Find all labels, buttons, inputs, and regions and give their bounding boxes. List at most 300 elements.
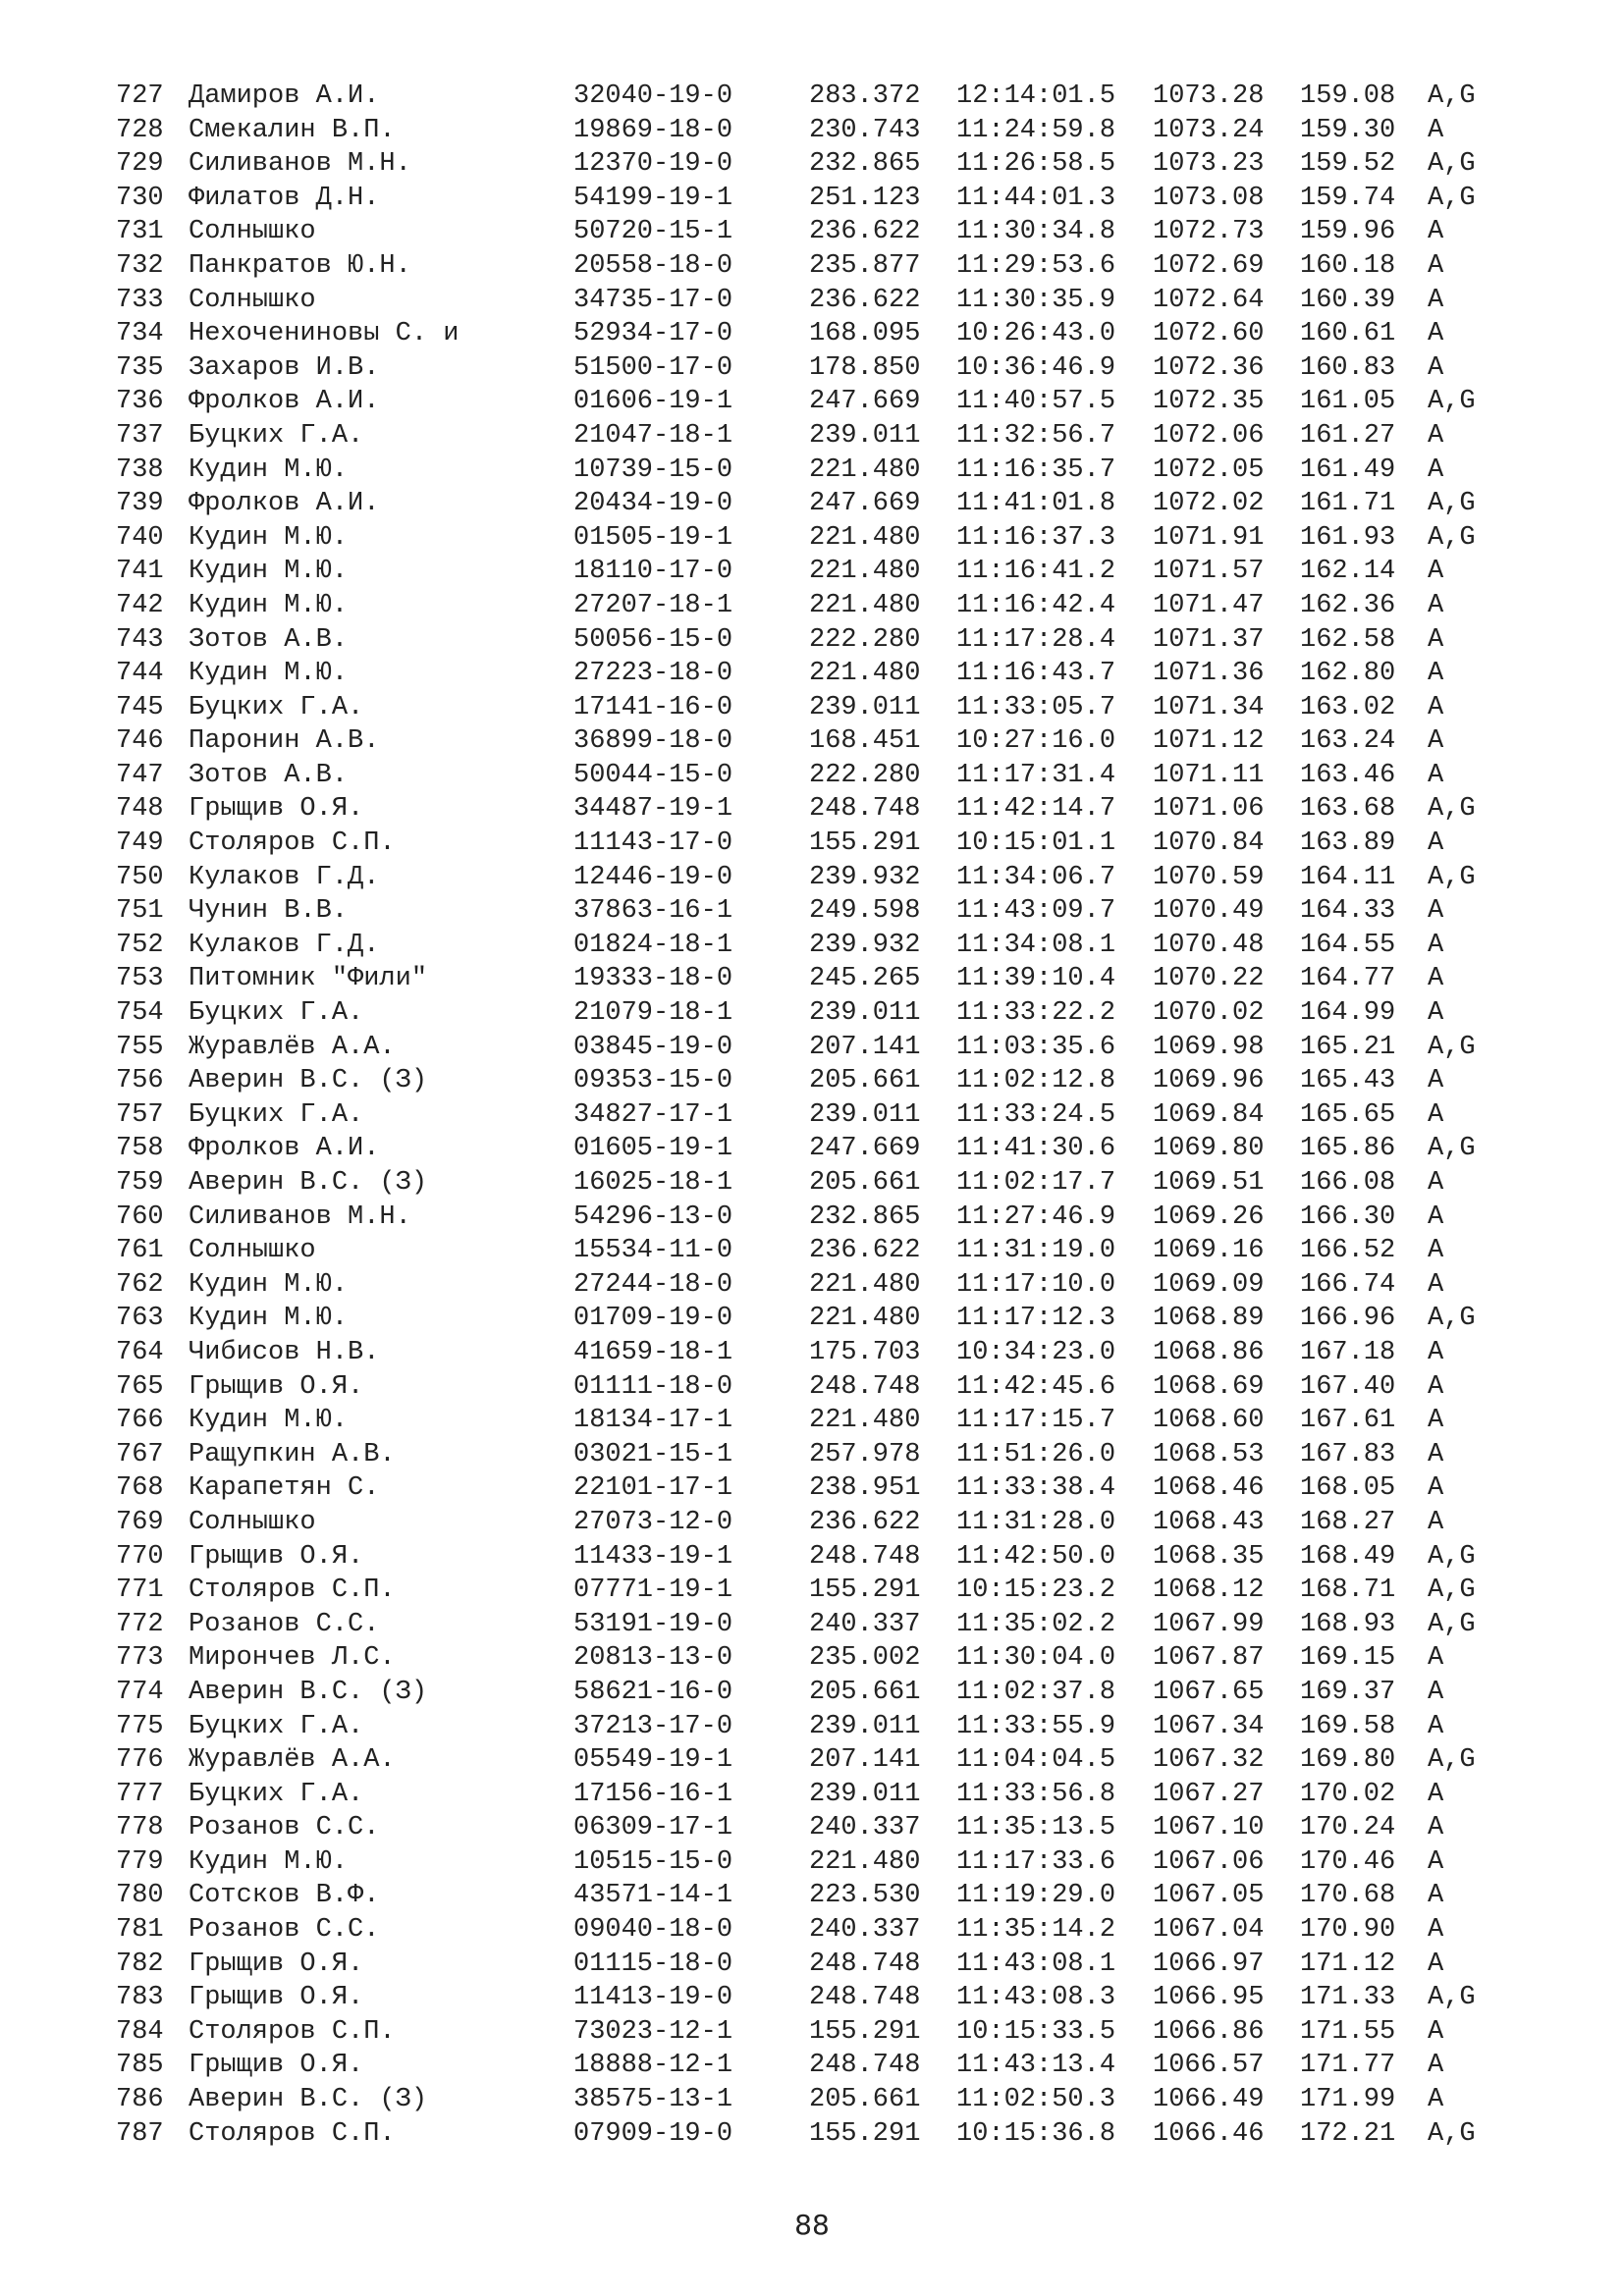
flag-value: A <box>1428 896 1444 927</box>
place-number: 754 <box>116 998 164 1029</box>
ring-number: 27223-18-0 <box>573 659 733 689</box>
arrival-time: 11:17:10.0 <box>956 1269 1116 1300</box>
distance-value: 245.265 <box>809 964 921 994</box>
flag-value: A <box>1428 352 1444 383</box>
flag-value: A,G <box>1428 522 1476 553</box>
arrival-time: 11:42:45.6 <box>956 1371 1116 1402</box>
ring-number: 27207-18-1 <box>573 590 733 620</box>
coefficient-value: 169.15 <box>1300 1643 1396 1674</box>
coefficient-value: 171.99 <box>1300 2085 1396 2115</box>
speed-value: 1069.80 <box>1153 1134 1265 1164</box>
speed-value: 1068.46 <box>1153 1473 1265 1504</box>
place-number: 745 <box>116 692 164 722</box>
place-number: 786 <box>116 2085 164 2115</box>
speed-value: 1070.48 <box>1153 930 1265 960</box>
fancier-name: Аверин В.С. (З) <box>189 1168 428 1198</box>
distance-value: 205.661 <box>809 2085 921 2115</box>
ring-number: 52934-17-0 <box>573 319 733 349</box>
flag-value: A <box>1428 659 1444 689</box>
ring-number: 03021-15-1 <box>573 1439 733 1469</box>
arrival-time: 11:43:08.1 <box>956 1949 1116 1979</box>
fancier-name: Аверин В.С. (З) <box>189 1066 428 1096</box>
distance-value: 222.280 <box>809 760 921 790</box>
place-number: 751 <box>116 896 164 927</box>
speed-value: 1068.69 <box>1153 1371 1265 1402</box>
speed-value: 1070.59 <box>1153 862 1265 892</box>
fancier-name: Столяров С.П. <box>189 1575 396 1606</box>
coefficient-value: 172.21 <box>1300 2118 1396 2149</box>
ring-number: 20813-13-0 <box>573 1643 733 1674</box>
fancier-name: Аверин В.С. (З) <box>189 1677 428 1707</box>
speed-value: 1067.87 <box>1153 1643 1265 1674</box>
ring-number: 09040-18-0 <box>573 1915 733 1946</box>
distance-value: 247.669 <box>809 1134 921 1164</box>
flag-value: A <box>1428 1473 1444 1504</box>
distance-value: 236.622 <box>809 1507 921 1537</box>
speed-value: 1072.73 <box>1153 217 1265 247</box>
flag-value: A <box>1428 930 1444 960</box>
arrival-time: 11:39:10.4 <box>956 964 1116 994</box>
place-number: 784 <box>116 2016 164 2047</box>
speed-value: 1067.05 <box>1153 1881 1265 1911</box>
distance-value: 221.480 <box>809 522 921 553</box>
arrival-time: 11:42:50.0 <box>956 1541 1116 1572</box>
ring-number: 54296-13-0 <box>573 1201 733 1232</box>
fancier-name: Фролков А.И. <box>189 1134 380 1164</box>
arrival-time: 11:24:59.8 <box>956 115 1116 145</box>
ring-number: 12370-19-0 <box>573 149 733 180</box>
speed-value: 1073.23 <box>1153 149 1265 180</box>
arrival-time: 11:31:28.0 <box>956 1507 1116 1537</box>
arrival-time: 11:33:55.9 <box>956 1711 1116 1741</box>
ring-number: 27244-18-0 <box>573 1269 733 1300</box>
speed-value: 1067.06 <box>1153 1846 1265 1877</box>
coefficient-value: 164.55 <box>1300 930 1396 960</box>
arrival-time: 11:33:24.5 <box>956 1099 1116 1130</box>
flag-value: A <box>1428 1066 1444 1096</box>
coefficient-value: 159.74 <box>1300 183 1396 213</box>
ring-number: 50044-15-0 <box>573 760 733 790</box>
place-number: 734 <box>116 319 164 349</box>
place-number: 778 <box>116 1813 164 1843</box>
speed-value: 1071.34 <box>1153 692 1265 722</box>
distance-value: 235.002 <box>809 1643 921 1674</box>
fancier-name: Питомник "Фили" <box>189 964 428 994</box>
fancier-name: Солнышко <box>189 1507 316 1537</box>
ring-number: 34487-19-1 <box>573 794 733 825</box>
flag-value: A <box>1428 1201 1444 1232</box>
coefficient-value: 163.02 <box>1300 692 1396 722</box>
coefficient-value: 165.65 <box>1300 1099 1396 1130</box>
ring-number: 07909-19-0 <box>573 2118 733 2149</box>
arrival-time: 11:43:08.3 <box>956 1983 1116 2013</box>
arrival-time: 11:27:46.9 <box>956 1201 1116 1232</box>
place-number: 730 <box>116 183 164 213</box>
speed-value: 1071.57 <box>1153 557 1265 587</box>
speed-value: 1067.27 <box>1153 1779 1265 1809</box>
flag-value: A,G <box>1428 183 1476 213</box>
distance-value: 248.748 <box>809 1983 921 2013</box>
distance-value: 230.743 <box>809 115 921 145</box>
arrival-time: 11:41:30.6 <box>956 1134 1116 1164</box>
coefficient-value: 170.46 <box>1300 1846 1396 1877</box>
fancier-name: Грыщив О.Я. <box>189 1983 364 2013</box>
place-number: 770 <box>116 1541 164 1572</box>
arrival-time: 10:36:46.9 <box>956 352 1116 383</box>
distance-value: 240.337 <box>809 1609 921 1639</box>
distance-value: 248.748 <box>809 1949 921 1979</box>
place-number: 771 <box>116 1575 164 1606</box>
ring-number: 19333-18-0 <box>573 964 733 994</box>
coefficient-value: 169.58 <box>1300 1711 1396 1741</box>
speed-value: 1071.06 <box>1153 794 1265 825</box>
distance-value: 239.011 <box>809 420 921 451</box>
ring-number: 10739-15-0 <box>573 454 733 485</box>
flag-value: A <box>1428 760 1444 790</box>
flag-value: A <box>1428 1779 1444 1809</box>
place-number: 740 <box>116 522 164 553</box>
ring-number: 41659-18-1 <box>573 1337 733 1367</box>
distance-value: 248.748 <box>809 794 921 825</box>
place-number: 776 <box>116 1745 164 1776</box>
distance-value: 155.291 <box>809 828 921 859</box>
place-number: 753 <box>116 964 164 994</box>
flag-value: A,G <box>1428 489 1476 519</box>
flag-value: A <box>1428 590 1444 620</box>
coefficient-value: 167.83 <box>1300 1439 1396 1469</box>
fancier-name: Солнышко <box>189 285 316 315</box>
flag-value: A <box>1428 420 1444 451</box>
arrival-time: 11:41:01.8 <box>956 489 1116 519</box>
arrival-time: 11:03:35.6 <box>956 1032 1116 1062</box>
distance-value: 207.141 <box>809 1745 921 1776</box>
distance-value: 168.095 <box>809 319 921 349</box>
arrival-time: 12:14:01.5 <box>956 81 1116 111</box>
coefficient-value: 164.77 <box>1300 964 1396 994</box>
coefficient-value: 162.14 <box>1300 557 1396 587</box>
place-number: 760 <box>116 1201 164 1232</box>
place-number: 761 <box>116 1236 164 1266</box>
fancier-name: Филатов Д.Н. <box>189 183 380 213</box>
flag-value: A,G <box>1428 1032 1476 1062</box>
fancier-name: Чунин В.В. <box>189 896 349 927</box>
flag-value: A <box>1428 1406 1444 1436</box>
arrival-time: 11:35:13.5 <box>956 1813 1116 1843</box>
coefficient-value: 166.30 <box>1300 1201 1396 1232</box>
speed-value: 1069.51 <box>1153 1168 1265 1198</box>
place-number: 744 <box>116 659 164 689</box>
ring-number: 01824-18-1 <box>573 930 733 960</box>
ring-number: 18888-12-1 <box>573 2051 733 2081</box>
arrival-time: 11:32:56.7 <box>956 420 1116 451</box>
speed-value: 1067.04 <box>1153 1915 1265 1946</box>
distance-value: 257.978 <box>809 1439 921 1469</box>
speed-value: 1070.49 <box>1153 896 1265 927</box>
coefficient-value: 169.37 <box>1300 1677 1396 1707</box>
place-number: 783 <box>116 1983 164 2013</box>
speed-value: 1069.09 <box>1153 1269 1265 1300</box>
flag-value: A <box>1428 454 1444 485</box>
distance-value: 221.480 <box>809 454 921 485</box>
distance-value: 221.480 <box>809 590 921 620</box>
flag-value: A,G <box>1428 1983 1476 2013</box>
fancier-name: Фролков А.И. <box>189 489 380 519</box>
ring-number: 17141-16-0 <box>573 692 733 722</box>
coefficient-value: 168.27 <box>1300 1507 1396 1537</box>
coefficient-value: 166.08 <box>1300 1168 1396 1198</box>
distance-value: 155.291 <box>809 2118 921 2149</box>
flag-value: A,G <box>1428 1745 1476 1776</box>
ring-number: 21047-18-1 <box>573 420 733 451</box>
place-number: 781 <box>116 1915 164 1946</box>
place-number: 747 <box>116 760 164 790</box>
distance-value: 232.865 <box>809 149 921 180</box>
ring-number: 73023-12-1 <box>573 2016 733 2047</box>
speed-value: 1069.26 <box>1153 1201 1265 1232</box>
arrival-time: 10:15:36.8 <box>956 2118 1116 2149</box>
coefficient-value: 168.05 <box>1300 1473 1396 1504</box>
fancier-name: Грыщив О.Я. <box>189 794 364 825</box>
place-number: 762 <box>116 1269 164 1300</box>
arrival-time: 11:43:13.4 <box>956 2051 1116 2081</box>
coefficient-value: 164.99 <box>1300 998 1396 1029</box>
distance-value: 251.123 <box>809 183 921 213</box>
distance-value: 232.865 <box>809 1201 921 1232</box>
fancier-name: Кудин М.Ю. <box>189 1269 349 1300</box>
flag-value: A,G <box>1428 81 1476 111</box>
distance-value: 155.291 <box>809 1575 921 1606</box>
flag-value: A,G <box>1428 1609 1476 1639</box>
flag-value: A <box>1428 250 1444 281</box>
ring-number: 18134-17-1 <box>573 1406 733 1436</box>
speed-value: 1070.22 <box>1153 964 1265 994</box>
flag-value: A <box>1428 624 1444 655</box>
flag-value: A <box>1428 1846 1444 1877</box>
ring-number: 05549-19-1 <box>573 1745 733 1776</box>
fancier-name: Журавлёв А.А. <box>189 1032 396 1062</box>
speed-value: 1067.34 <box>1153 1711 1265 1741</box>
fancier-name: Буцких Г.А. <box>189 420 364 451</box>
ring-number: 20558-18-0 <box>573 250 733 281</box>
coefficient-value: 163.46 <box>1300 760 1396 790</box>
place-number: 759 <box>116 1168 164 1198</box>
arrival-time: 11:02:12.8 <box>956 1066 1116 1096</box>
fancier-name: Кудин М.Ю. <box>189 522 349 553</box>
arrival-time: 11:42:14.7 <box>956 794 1116 825</box>
place-number: 774 <box>116 1677 164 1707</box>
ring-number: 07771-19-1 <box>573 1575 733 1606</box>
place-number: 752 <box>116 930 164 960</box>
place-number: 755 <box>116 1032 164 1062</box>
coefficient-value: 168.93 <box>1300 1609 1396 1639</box>
flag-value: A,G <box>1428 1541 1476 1572</box>
arrival-time: 11:26:58.5 <box>956 149 1116 180</box>
place-number: 756 <box>116 1066 164 1096</box>
place-number: 773 <box>116 1643 164 1674</box>
fancier-name: Розанов С.С. <box>189 1609 380 1639</box>
fancier-name: Кудин М.Ю. <box>189 659 349 689</box>
speed-value: 1073.24 <box>1153 115 1265 145</box>
place-number: 743 <box>116 624 164 655</box>
ring-number: 01111-18-0 <box>573 1371 733 1402</box>
ring-number: 36899-18-0 <box>573 726 733 757</box>
arrival-time: 11:02:50.3 <box>956 2085 1116 2115</box>
flag-value: A <box>1428 1643 1444 1674</box>
distance-value: 240.337 <box>809 1813 921 1843</box>
fancier-name: Грыщив О.Я. <box>189 1371 364 1402</box>
speed-value: 1072.64 <box>1153 285 1265 315</box>
speed-value: 1067.32 <box>1153 1745 1265 1776</box>
arrival-time: 11:34:08.1 <box>956 930 1116 960</box>
speed-value: 1069.96 <box>1153 1066 1265 1096</box>
place-number: 772 <box>116 1609 164 1639</box>
page-number: 88 <box>794 2209 830 2241</box>
coefficient-value: 161.71 <box>1300 489 1396 519</box>
speed-value: 1067.99 <box>1153 1609 1265 1639</box>
place-number: 729 <box>116 149 164 180</box>
coefficient-value: 165.21 <box>1300 1032 1396 1062</box>
fancier-name: Буцких Г.А. <box>189 1711 364 1741</box>
distance-value: 235.877 <box>809 250 921 281</box>
flag-value: A <box>1428 964 1444 994</box>
ring-number: 32040-19-0 <box>573 81 733 111</box>
arrival-time: 11:19:29.0 <box>956 1881 1116 1911</box>
fancier-name: Розанов С.С. <box>189 1813 380 1843</box>
speed-value: 1068.53 <box>1153 1439 1265 1469</box>
ring-number: 50720-15-1 <box>573 217 733 247</box>
place-number: 785 <box>116 2051 164 2081</box>
speed-value: 1068.43 <box>1153 1507 1265 1537</box>
arrival-time: 11:35:14.2 <box>956 1915 1116 1946</box>
distance-value: 247.669 <box>809 489 921 519</box>
coefficient-value: 162.36 <box>1300 590 1396 620</box>
arrival-time: 11:31:19.0 <box>956 1236 1116 1266</box>
speed-value: 1071.47 <box>1153 590 1265 620</box>
ring-number: 10515-15-0 <box>573 1846 733 1877</box>
distance-value: 239.011 <box>809 692 921 722</box>
ring-number: 11143-17-0 <box>573 828 733 859</box>
flag-value: A <box>1428 726 1444 757</box>
arrival-time: 11:33:38.4 <box>956 1473 1116 1504</box>
fancier-name: Кудин М.Ю. <box>189 454 349 485</box>
arrival-time: 11:17:33.6 <box>956 1846 1116 1877</box>
speed-value: 1066.57 <box>1153 2051 1265 2081</box>
distance-value: 168.451 <box>809 726 921 757</box>
fancier-name: Столяров С.П. <box>189 828 396 859</box>
flag-value: A,G <box>1428 2118 1476 2149</box>
arrival-time: 11:16:43.7 <box>956 659 1116 689</box>
coefficient-value: 171.33 <box>1300 1983 1396 2013</box>
fancier-name: Журавлёв А.А. <box>189 1745 396 1776</box>
place-number: 749 <box>116 828 164 859</box>
place-number: 777 <box>116 1779 164 1809</box>
fancier-name: Зотов А.В. <box>189 624 349 655</box>
arrival-time: 10:15:01.1 <box>956 828 1116 859</box>
arrival-time: 11:43:09.7 <box>956 896 1116 927</box>
flag-value: A <box>1428 692 1444 722</box>
ring-number: 51500-17-0 <box>573 352 733 383</box>
distance-value: 249.598 <box>809 896 921 927</box>
distance-value: 236.622 <box>809 1236 921 1266</box>
place-number: 742 <box>116 590 164 620</box>
ring-number: 01709-19-0 <box>573 1304 733 1334</box>
ring-number: 17156-16-1 <box>573 1779 733 1809</box>
ring-number: 20434-19-0 <box>573 489 733 519</box>
arrival-time: 11:30:35.9 <box>956 285 1116 315</box>
flag-value: A,G <box>1428 1304 1476 1334</box>
place-number: 779 <box>116 1846 164 1877</box>
distance-value: 248.748 <box>809 1371 921 1402</box>
distance-value: 239.011 <box>809 1711 921 1741</box>
place-number: 768 <box>116 1473 164 1504</box>
fancier-name: Солнышко <box>189 217 316 247</box>
arrival-time: 11:17:31.4 <box>956 760 1116 790</box>
coefficient-value: 160.61 <box>1300 319 1396 349</box>
speed-value: 1068.60 <box>1153 1406 1265 1436</box>
fancier-name: Кудин М.Ю. <box>189 1846 349 1877</box>
place-number: 737 <box>116 420 164 451</box>
place-number: 739 <box>116 489 164 519</box>
arrival-time: 11:17:28.4 <box>956 624 1116 655</box>
flag-value: A <box>1428 1813 1444 1843</box>
fancier-name: Захаров И.В. <box>189 352 380 383</box>
flag-value: A <box>1428 2051 1444 2081</box>
speed-value: 1069.16 <box>1153 1236 1265 1266</box>
distance-value: 222.280 <box>809 624 921 655</box>
speed-value: 1071.36 <box>1153 659 1265 689</box>
arrival-time: 11:02:37.8 <box>956 1677 1116 1707</box>
coefficient-value: 171.12 <box>1300 1949 1396 1979</box>
flag-value: A <box>1428 1507 1444 1537</box>
coefficient-value: 165.86 <box>1300 1134 1396 1164</box>
flag-value: A <box>1428 2085 1444 2115</box>
ring-number: 21079-18-1 <box>573 998 733 1029</box>
speed-value: 1069.98 <box>1153 1032 1265 1062</box>
flag-value: A <box>1428 1439 1444 1469</box>
place-number: 758 <box>116 1134 164 1164</box>
arrival-time: 11:51:26.0 <box>956 1439 1116 1469</box>
coefficient-value: 164.33 <box>1300 896 1396 927</box>
speed-value: 1073.28 <box>1153 81 1265 111</box>
speed-value: 1072.69 <box>1153 250 1265 281</box>
flag-value: A <box>1428 1881 1444 1911</box>
fancier-name: Буцких Г.А. <box>189 1099 364 1130</box>
place-number: 733 <box>116 285 164 315</box>
flag-value: A <box>1428 285 1444 315</box>
ring-number: 19869-18-0 <box>573 115 733 145</box>
flag-value: A,G <box>1428 149 1476 180</box>
flag-value: A <box>1428 1168 1444 1198</box>
arrival-time: 11:16:37.3 <box>956 522 1116 553</box>
coefficient-value: 160.39 <box>1300 285 1396 315</box>
coefficient-value: 160.83 <box>1300 352 1396 383</box>
speed-value: 1068.35 <box>1153 1541 1265 1572</box>
flag-value: A <box>1428 557 1444 587</box>
flag-value: A,G <box>1428 862 1476 892</box>
coefficient-value: 168.49 <box>1300 1541 1396 1572</box>
speed-value: 1068.12 <box>1153 1575 1265 1606</box>
arrival-time: 10:34:23.0 <box>956 1337 1116 1367</box>
ring-number: 34827-17-1 <box>573 1099 733 1130</box>
place-number: 757 <box>116 1099 164 1130</box>
fancier-name: Аверин В.С. (З) <box>189 2085 428 2115</box>
fancier-name: Грыщив О.Я. <box>189 1949 364 1979</box>
flag-value: A <box>1428 2016 1444 2047</box>
coefficient-value: 159.30 <box>1300 115 1396 145</box>
coefficient-value: 170.68 <box>1300 1881 1396 1911</box>
distance-value: 248.748 <box>809 1541 921 1572</box>
speed-value: 1071.11 <box>1153 760 1265 790</box>
